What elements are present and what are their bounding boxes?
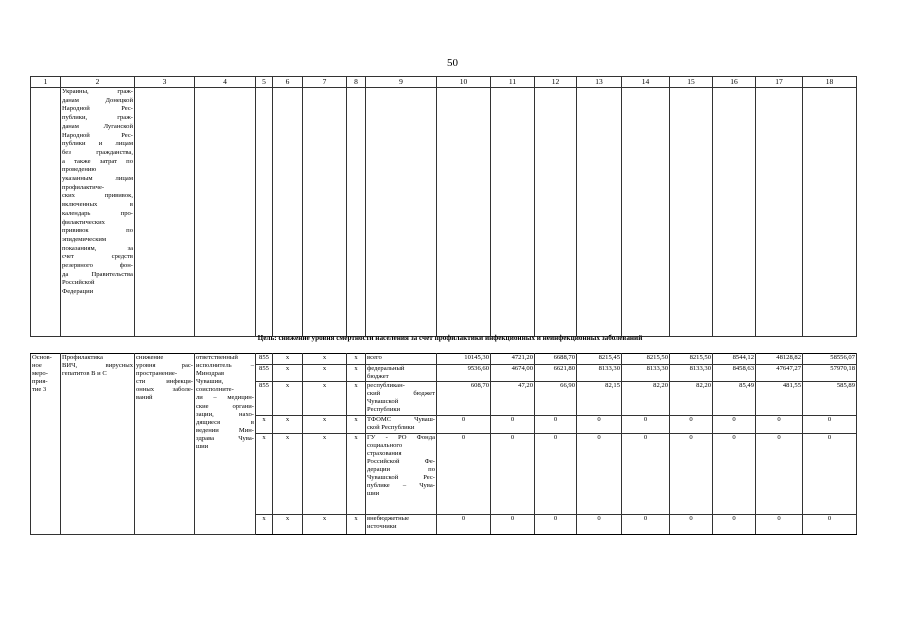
text-line: ответственный	[196, 354, 238, 361]
text-line: соисполните-	[196, 386, 234, 394]
table-cell	[491, 88, 535, 337]
code-cell-c6: х	[273, 433, 303, 514]
amount-cell: 58556,07	[803, 354, 857, 365]
amount-cell: 9536,60	[437, 365, 491, 382]
code-cell-c7: х	[303, 365, 347, 382]
amount-cell: 0	[437, 514, 491, 534]
table-cell	[366, 88, 437, 337]
table-cell	[135, 88, 195, 337]
amount-cell: 0	[803, 415, 857, 433]
text-line: а также затрат по	[62, 157, 133, 165]
code-cell-c5: х	[256, 514, 273, 534]
table-row	[31, 354, 857, 365]
code-cell-c8: х	[347, 354, 366, 365]
text-line: публики и лицам	[62, 140, 133, 148]
text-line: Чувашской	[367, 398, 399, 406]
text-line: данам Луганской	[62, 122, 133, 130]
code-cell-c8: х	[347, 365, 366, 382]
amount-cell: 0	[713, 415, 756, 433]
code-cell-c7: х	[303, 514, 347, 534]
text-line: публике – Чува-	[367, 482, 435, 490]
text-line: ведении Мин-	[196, 426, 254, 434]
column-number: 8	[347, 77, 366, 88]
code-cell-c5: 855	[256, 354, 273, 365]
text-line: здрава Чува-	[196, 434, 254, 442]
code-cell-c6: х	[273, 415, 303, 433]
text-line: снижение	[136, 354, 164, 361]
code-cell-c5: 855	[256, 382, 273, 415]
event-rows	[31, 354, 857, 535]
table-cell	[670, 88, 713, 337]
text-line: ский бюджет	[367, 390, 435, 398]
column-number: 14	[622, 77, 670, 88]
text-line: Чувашской Рес-	[367, 474, 435, 482]
text-line: ваний	[136, 394, 153, 402]
amount-cell: 0	[670, 514, 713, 534]
event-executor-cell	[195, 354, 256, 535]
text-line: республикан-	[367, 382, 405, 390]
table-event	[30, 353, 857, 535]
amount-cell: 481,55	[756, 382, 803, 415]
event-type-cell	[31, 354, 61, 535]
text-line: публики, граж-	[62, 114, 133, 122]
table-cell	[756, 88, 803, 337]
column-number: 12	[535, 77, 577, 88]
code-cell-c7: х	[303, 382, 347, 415]
funding-source-cell	[366, 354, 437, 365]
amount-cell: 608,70	[437, 382, 491, 415]
text-line: проведению	[62, 166, 97, 174]
amount-cell: 0	[491, 415, 535, 433]
amount-cell: 66,90	[535, 382, 577, 415]
event-goal-cell	[135, 354, 195, 535]
goal-heading: Цель: снижение уровня смертности населения за счет профилактики инфекционных и неинфекционных заболеваний	[257, 334, 643, 342]
amount-cell: 0	[756, 415, 803, 433]
amount-cell: 85,49	[713, 382, 756, 415]
column-number: 2	[61, 77, 135, 88]
amount-cell: 0	[535, 514, 577, 534]
column-number: 6	[273, 77, 303, 88]
text-line: онных заболе-	[136, 386, 193, 394]
text-line: Народной Рес-	[62, 105, 133, 113]
text-line: пространение-	[136, 370, 178, 378]
amount-cell: 8215,50	[670, 354, 713, 365]
code-cell-c6: х	[273, 354, 303, 365]
amount-cell: 47647,27	[756, 365, 803, 382]
amount-cell: 8133,30	[622, 365, 670, 382]
amount-cell: 0	[535, 433, 577, 514]
text-line: ских прививок,	[62, 192, 133, 200]
text-line: ТФОМС Чуваш-	[367, 415, 435, 423]
text-line: ской Республики	[367, 423, 415, 431]
continuation-lines	[62, 88, 133, 297]
text-line: уровня рас-	[136, 362, 193, 370]
amount-cell: 0	[437, 433, 491, 514]
text-line: ГУ - РО Фонда	[367, 433, 435, 441]
code-cell-c5: х	[256, 415, 273, 433]
column-number: 3	[135, 77, 195, 88]
table-cell	[347, 88, 366, 337]
amount-cell: 10145,30	[437, 354, 491, 365]
column-number: 11	[491, 77, 535, 88]
amount-cell: 0	[577, 514, 622, 534]
text-line: дерации по	[367, 465, 435, 473]
amount-cell: 4721,20	[491, 354, 535, 365]
amount-cell: 0	[803, 514, 857, 534]
text-line: филактических	[62, 218, 105, 226]
amount-cell: 6688,70	[535, 354, 577, 365]
code-cell-c7: х	[303, 354, 347, 365]
column-number: 15	[670, 77, 713, 88]
column-number: 18	[803, 77, 857, 88]
code-cell-c8: х	[347, 433, 366, 514]
amount-cell: 0	[622, 415, 670, 433]
code-cell-c5: х	[256, 433, 273, 514]
column-number: 13	[577, 77, 622, 88]
text-line: Профилактика	[62, 354, 103, 361]
code-cell-c6: х	[273, 514, 303, 534]
text-line: исполнитель –	[196, 362, 254, 370]
text-line: внебюджетные	[367, 514, 410, 522]
page-number: 50	[447, 57, 458, 69]
funding-source-cell	[366, 415, 437, 433]
amount-cell: 8458,63	[713, 365, 756, 382]
column-number: 5	[256, 77, 273, 88]
table-cell	[622, 88, 670, 337]
column-number: 17	[756, 77, 803, 88]
amount-cell: 0	[622, 514, 670, 534]
text-line: Республики	[367, 406, 401, 414]
text-line: указанным лицам	[62, 175, 133, 183]
amount-cell: 6621,80	[535, 365, 577, 382]
amount-cell: 57970,18	[803, 365, 857, 382]
table-cell	[803, 88, 857, 337]
amount-cell: 585,89	[803, 382, 857, 415]
text-line: показаниям, за	[62, 244, 133, 252]
funding-source-cell	[366, 433, 437, 514]
text-line: профилактиче-	[62, 183, 105, 191]
text-line: да Правительства	[62, 270, 133, 278]
funding-source-cell	[366, 514, 437, 534]
code-cell-c6: х	[273, 382, 303, 415]
column-number: 1	[31, 77, 61, 88]
text-line: включенных в	[62, 201, 133, 209]
text-line: Российской Фе-	[367, 457, 435, 465]
text-line: Основ-	[32, 354, 52, 361]
text-line: без гражданства,	[62, 148, 133, 156]
amount-cell: 8544,12	[713, 354, 756, 365]
text-line: ВИЧ, вирусных	[62, 362, 133, 370]
amount-cell: 0	[577, 433, 622, 514]
text-line: эпидемическим	[62, 235, 107, 243]
text-line: зации, нахо-	[196, 410, 254, 418]
text-line: Российской	[62, 279, 95, 287]
amount-cell: 0	[713, 433, 756, 514]
text-line: федеральный	[367, 365, 405, 372]
text-line: дящиеся в	[196, 418, 254, 426]
amount-cell: 0	[803, 433, 857, 514]
table-cell	[713, 88, 756, 337]
text-line: страхования	[367, 449, 402, 457]
amount-cell: 0	[535, 415, 577, 433]
amount-cell: 0	[756, 514, 803, 534]
amount-cell: 48128,82	[756, 354, 803, 365]
table-cell	[437, 88, 491, 337]
text-line: шии	[196, 443, 209, 451]
text-line: ное	[32, 362, 42, 370]
text-line: гепатитов В и С	[62, 370, 107, 378]
amount-cell: 82,20	[622, 382, 670, 415]
text-line: сти инфекци-	[136, 378, 193, 386]
table-cell	[273, 88, 303, 337]
code-cell-c5: 855	[256, 365, 273, 382]
amount-cell: 0	[491, 514, 535, 534]
amount-cell: 82,15	[577, 382, 622, 415]
amount-cell: 0	[577, 415, 622, 433]
amount-cell: 0	[437, 415, 491, 433]
text-line: прия-	[32, 378, 48, 386]
amount-cell: 8133,30	[577, 365, 622, 382]
amount-cell: 0	[756, 433, 803, 514]
table-continuation	[30, 76, 857, 337]
amount-cell: 0	[670, 433, 713, 514]
code-cell-c7: х	[303, 415, 347, 433]
event-name-cell	[61, 354, 135, 535]
text-line: Народной Рес-	[62, 131, 133, 139]
amount-cell: 8133,30	[670, 365, 713, 382]
column-number-row	[31, 77, 857, 88]
funding-source-cell	[366, 365, 437, 382]
table-cell	[535, 88, 577, 337]
funding-source-cell	[366, 382, 437, 415]
table-cell	[195, 88, 256, 337]
amount-cell: 0	[670, 415, 713, 433]
table-cell	[577, 88, 622, 337]
text-line: источники	[367, 522, 397, 530]
code-cell-c7: х	[303, 433, 347, 514]
amount-cell: 0	[622, 433, 670, 514]
amount-cell: 8215,45	[577, 354, 622, 365]
amount-cell: 0	[491, 433, 535, 514]
text-line: календарь про-	[62, 209, 133, 217]
amount-cell: 0	[713, 514, 756, 534]
table-cell	[31, 88, 61, 337]
text-line: данам Донецкой	[62, 96, 133, 104]
text-line: прививок по	[62, 227, 133, 235]
table-cell	[256, 88, 273, 337]
column-number: 4	[195, 77, 256, 88]
text-line: Минздрав	[196, 370, 225, 378]
code-cell-c8: х	[347, 382, 366, 415]
text-line: меро-	[32, 370, 48, 378]
text-line: шии	[367, 490, 380, 498]
column-number: 9	[366, 77, 437, 88]
text-line: Чувашии,	[196, 378, 224, 386]
continuation-row	[31, 88, 857, 337]
code-cell-c6: х	[273, 365, 303, 382]
text-line: бюджет	[367, 373, 389, 381]
text-line: Украины, граж-	[62, 88, 133, 95]
text-line: ли – медицин-	[196, 394, 254, 402]
code-cell-c8: х	[347, 415, 366, 433]
text-line: счет средств	[62, 253, 133, 261]
amount-cell: 82,20	[670, 382, 713, 415]
text-line: ские органи-	[196, 402, 254, 410]
column-number: 16	[713, 77, 756, 88]
text-line: Федерации	[62, 288, 94, 296]
text-line: тие 3	[32, 386, 47, 394]
column-number: 7	[303, 77, 347, 88]
code-cell-c8: х	[347, 514, 366, 534]
table-cell	[303, 88, 347, 337]
amount-cell: 8215,50	[622, 354, 670, 365]
amount-cell: 4674,00	[491, 365, 535, 382]
text-line: резервного фон-	[62, 262, 133, 270]
amount-cell: 47,20	[491, 382, 535, 415]
text-line: всего	[367, 354, 382, 361]
text-line: социального	[367, 441, 403, 449]
column-number: 10	[437, 77, 491, 88]
continuation-text	[61, 88, 135, 337]
